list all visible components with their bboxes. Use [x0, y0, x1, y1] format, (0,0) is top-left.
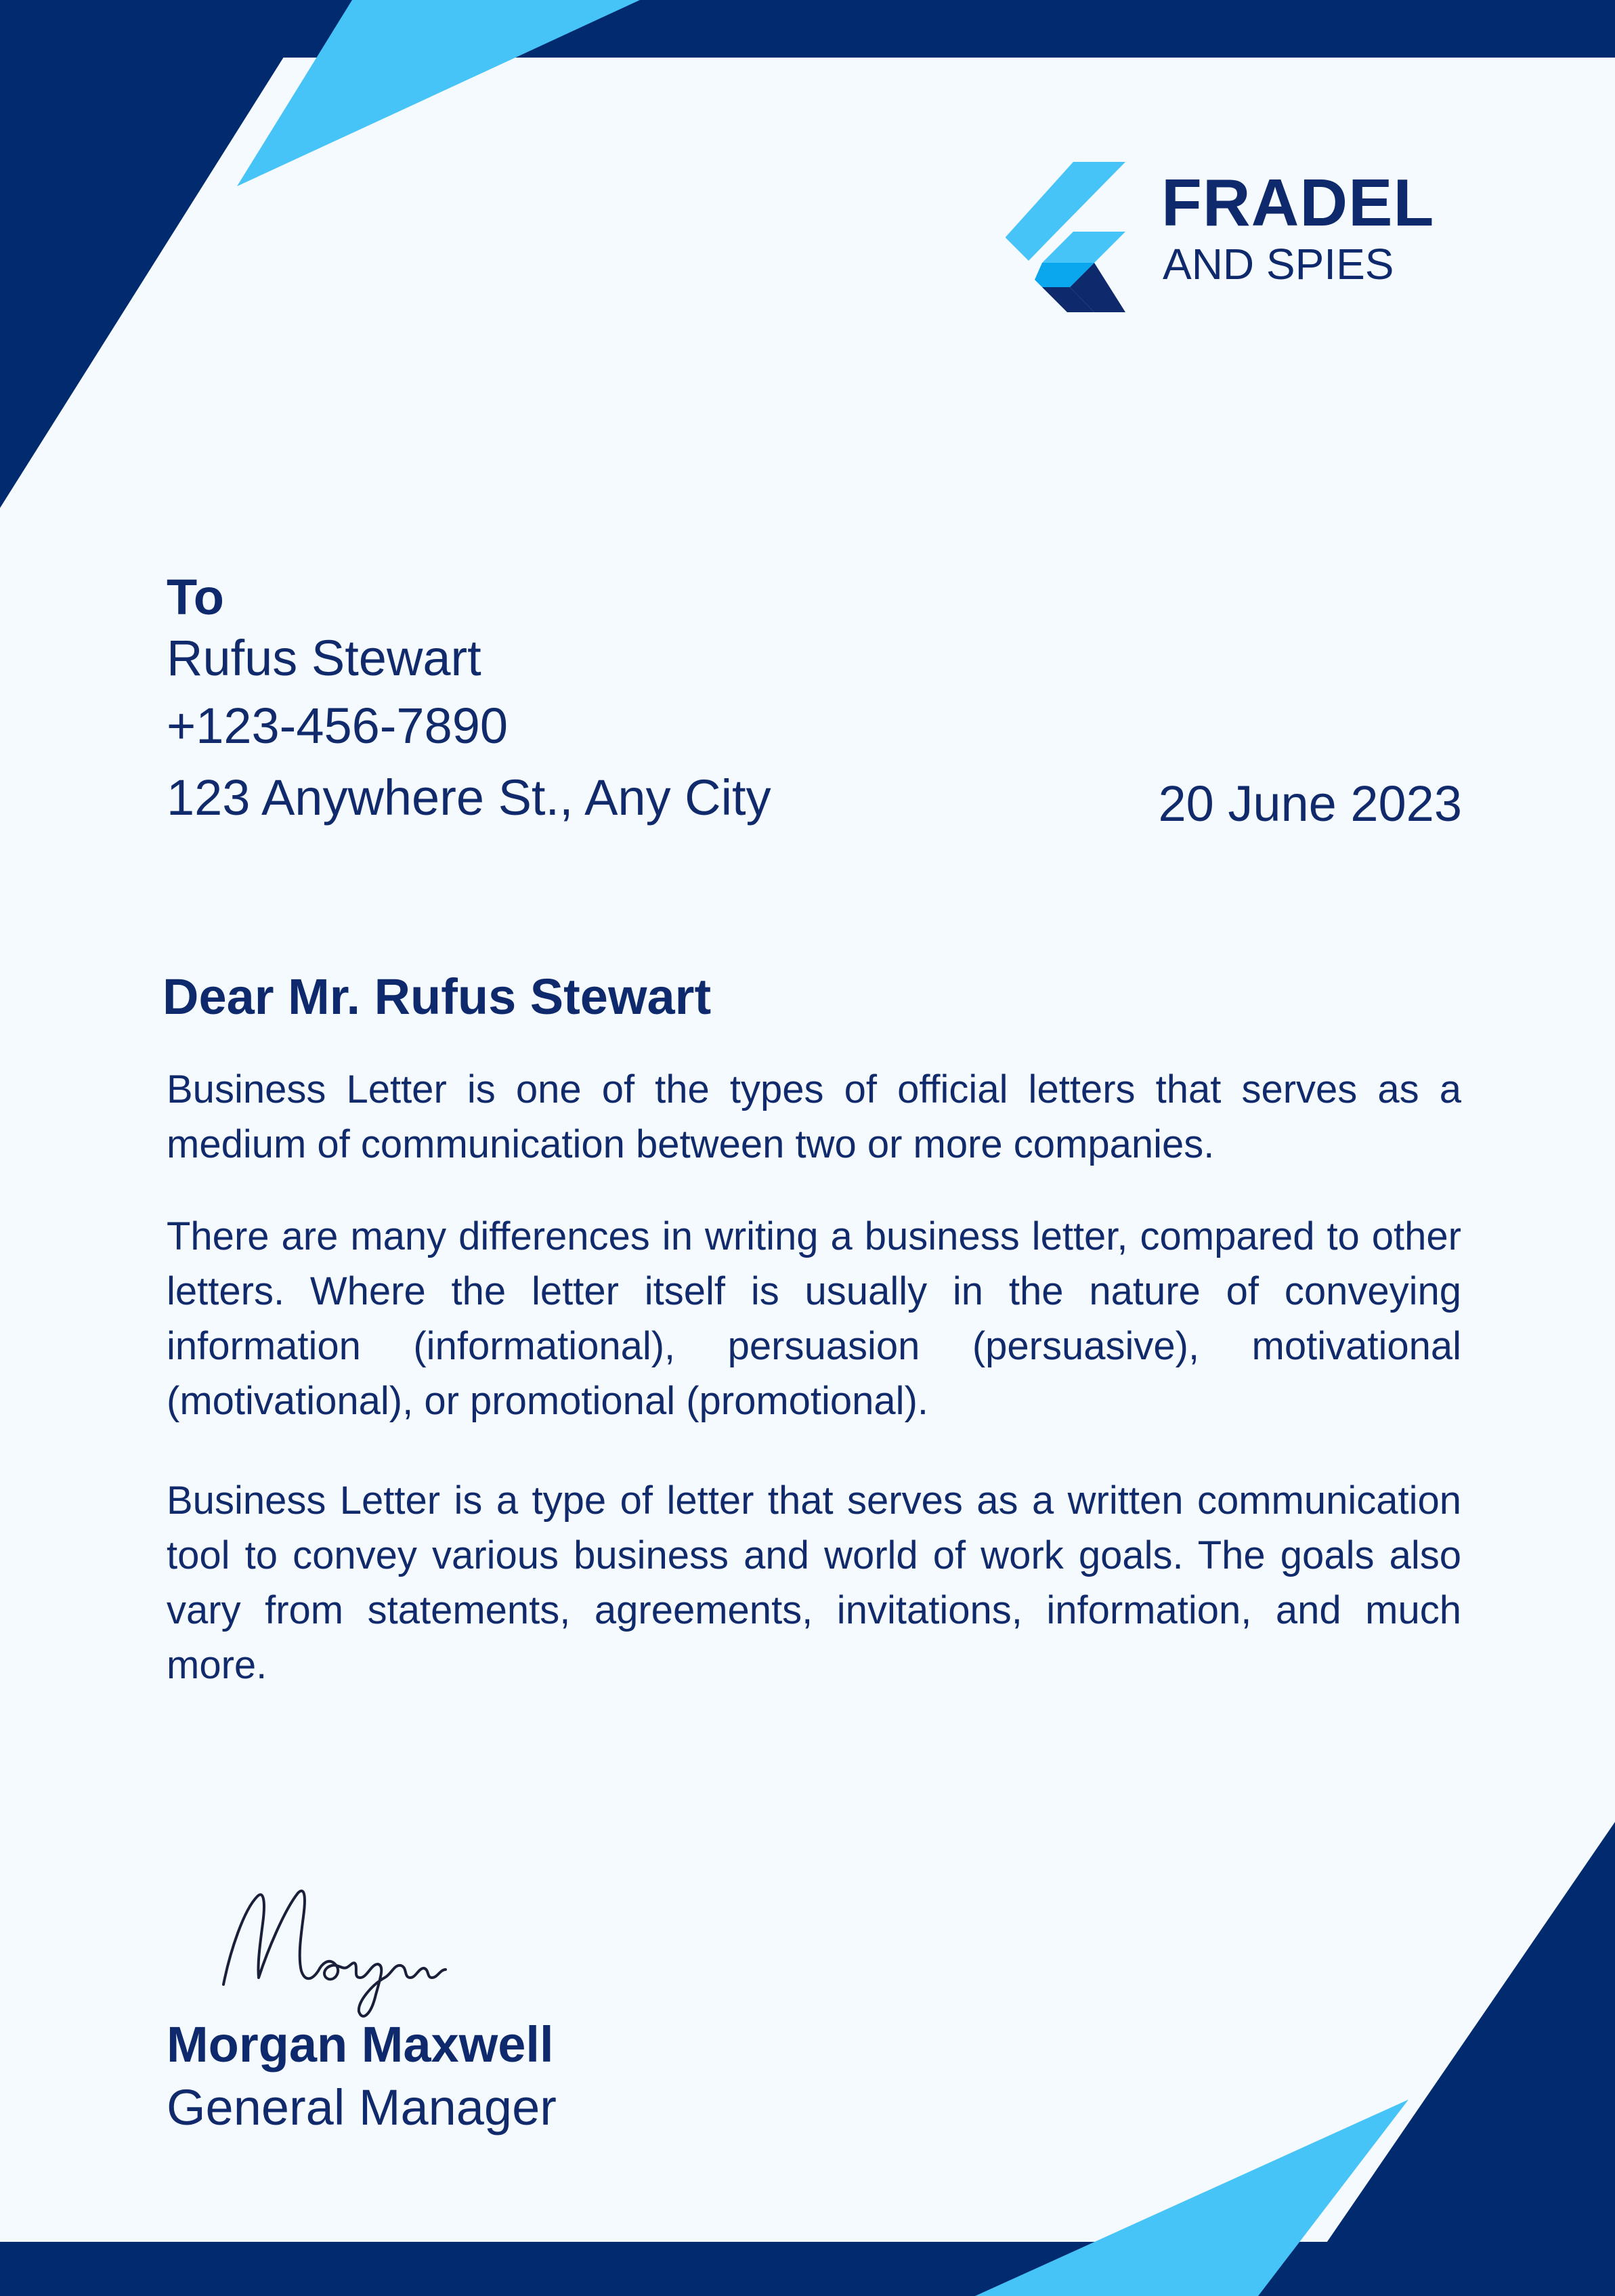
letter-date: 20 June 2023 — [1158, 775, 1462, 832]
salutation: Dear Mr. Rufus Stewart — [163, 969, 712, 1025]
sender-title: General Manager — [167, 2079, 557, 2135]
body-paragraph-1: Business Letter is one of the types of official letters that serves as a medium of communication between two or more companies. — [167, 1067, 1461, 1166]
company-logo — [1002, 159, 1436, 315]
signature-drawing — [203, 1869, 488, 2025]
recipient-phone: +123-456-7890 — [167, 698, 509, 754]
recipient-block — [167, 569, 844, 826]
chevron-k-logo-icon — [1002, 159, 1131, 315]
recipient-name: Rufus Stewart — [167, 630, 481, 686]
logo-subtitle: AND SPIES — [1163, 240, 1394, 289]
sender-name: Morgan Maxwell — [167, 2016, 554, 2072]
recipient-address: 123 Anywhere St., Any City — [167, 769, 771, 826]
logo-title: FRADEL — [1161, 165, 1435, 240]
recipient-label: To — [167, 569, 224, 625]
top-left-navy-triangle — [0, 0, 320, 508]
handwritten-signature — [203, 1869, 488, 2025]
body-paragraph-3: Business Letter is a type of letter that serves as a written communication tool to convey various business and world of work goals. The goals also vary from statements, agreements, invitations, information, and much more. — [167, 1479, 1461, 1687]
bottom-right-navy-triangle — [1290, 1822, 1615, 2296]
body-paragraph-2: There are many differences in writing a business letter, compared to other letters. Where the letter itself is usually in the nature of conveying information (informational), persuasion (persuasive), motivational (motivational), or promotional (promotional). — [167, 1214, 1461, 1423]
